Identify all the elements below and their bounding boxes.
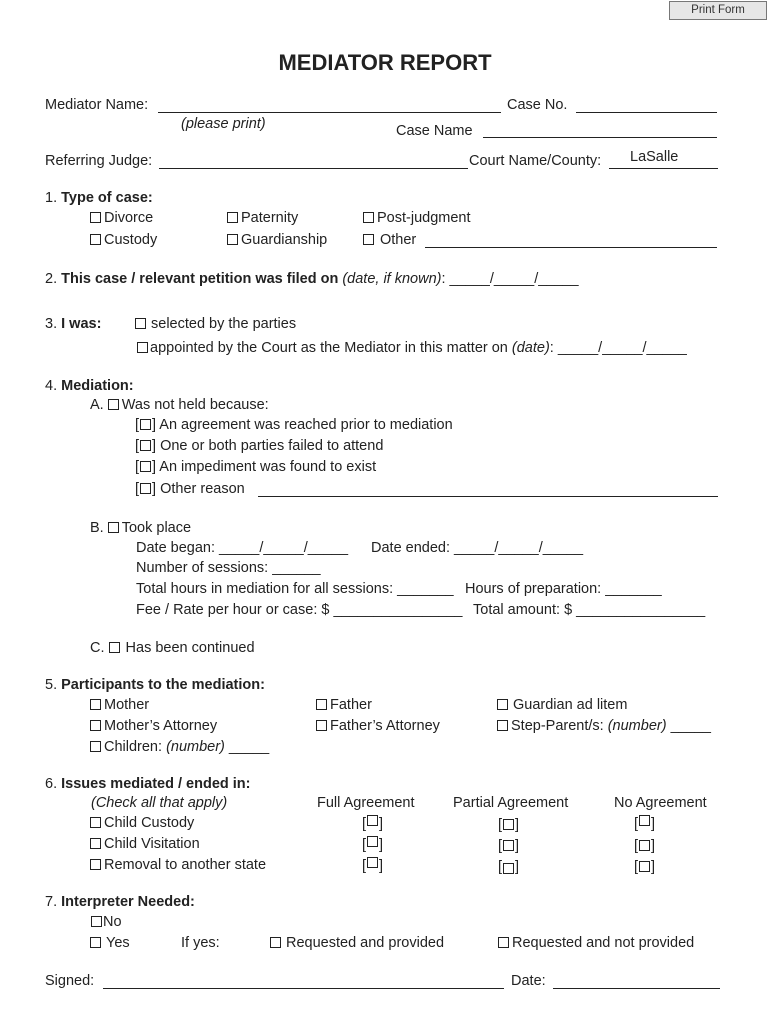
checkbox[interactable]: [367, 815, 378, 826]
date-hint: (date): [511, 340, 550, 356]
date-began-field[interactable]: Date began: _____/_____/_____: [136, 540, 349, 556]
option-label: Custody: [104, 232, 158, 248]
checkbox[interactable]: [90, 838, 101, 849]
removal-none-checkbox[interactable]: [ ]: [634, 859, 656, 875]
section-number: 1.: [45, 190, 58, 206]
checkbox[interactable]: [227, 234, 238, 245]
visitation-full-checkbox[interactable]: [ ]: [362, 837, 384, 853]
check-all-note: (Check all that apply): [91, 795, 228, 811]
requested-provided-option[interactable]: [270, 935, 444, 951]
interpreter-no-option[interactable]: [91, 914, 122, 930]
section-title: Interpreter Needed:: [61, 894, 195, 910]
took-place-option[interactable]: [90, 520, 191, 536]
issue-label: Child Visitation: [104, 836, 200, 852]
checkbox[interactable]: [503, 863, 514, 874]
checkbox[interactable]: [90, 937, 101, 948]
please-print-note: (please print): [181, 116, 266, 132]
appointed-option[interactable]: [137, 340, 687, 356]
print-form-button[interactable]: Print Form: [669, 1, 767, 20]
checkbox[interactable]: [316, 720, 327, 731]
checkbox[interactable]: [109, 642, 120, 653]
fathers-attorney-option[interactable]: [316, 718, 440, 734]
step-parent-count-field[interactable]: _____: [666, 718, 711, 734]
option-label: Other reason: [160, 481, 245, 497]
date-hint: (date, if known): [342, 271, 442, 287]
filed-date-field[interactable]: : _____/_____/_____: [441, 271, 579, 287]
checkbox[interactable]: [90, 817, 101, 828]
section-title: Issues mediated / ended in:: [61, 776, 251, 792]
not-held-option[interactable]: [90, 397, 269, 413]
total-amount-field[interactable]: Total amount: $ ________________: [473, 602, 706, 618]
other-reason-field[interactable]: [258, 496, 718, 497]
other-option[interactable]: [363, 232, 416, 248]
option-label: Took place: [121, 520, 192, 536]
checkbox[interactable]: [639, 815, 650, 826]
checkbox[interactable]: [363, 234, 374, 245]
reason-2-option[interactable]: [ ] One or both parties failed to attend: [135, 438, 384, 454]
checkbox[interactable]: [140, 461, 151, 472]
checkbox[interactable]: [90, 212, 101, 223]
option-label: Paternity: [241, 210, 299, 226]
section-number: 3.: [45, 316, 58, 332]
requested-not-provided-option[interactable]: [498, 935, 694, 951]
guardian-option[interactable]: [497, 697, 627, 713]
option-label: An agreement was reached prior to mediation: [159, 417, 453, 433]
section-number: 7.: [45, 894, 58, 910]
option-label: No: [103, 914, 122, 930]
section-3-heading: [45, 316, 101, 332]
option-label: Requested and not provided: [512, 935, 695, 951]
continued-option[interactable]: [90, 640, 255, 656]
checkbox[interactable]: [316, 699, 327, 710]
issue-label: Child Custody: [104, 815, 195, 831]
interpreter-yes-option[interactable]: [90, 935, 130, 951]
step-parent-option[interactable]: [497, 718, 711, 734]
case-no-label: Case No.: [507, 97, 568, 113]
option-label: Guardianship: [241, 232, 328, 248]
section-title: Type of case:: [61, 190, 153, 206]
checkbox[interactable]: [367, 857, 378, 868]
section-title: Mediation:: [61, 378, 134, 394]
checkbox[interactable]: [140, 440, 151, 451]
checkbox[interactable]: [363, 212, 374, 223]
reason-1-option[interactable]: [ ] An agreement was reached prior to mediation: [135, 417, 453, 433]
option-label: One or both parties failed to attend: [160, 438, 384, 454]
issue-row-visitation[interactable]: [90, 836, 200, 852]
guardianship-option[interactable]: [227, 232, 327, 248]
option-label: selected by the parties: [151, 316, 297, 332]
option-label: Yes: [106, 935, 130, 951]
sessions-field[interactable]: Number of sessions: ______: [136, 560, 321, 576]
checkbox[interactable]: [140, 419, 151, 430]
option-label: Requested and provided: [286, 935, 445, 951]
checkbox[interactable]: [90, 699, 101, 710]
option-label: appointed by the Court as the Mediator in this matter on: [150, 340, 508, 356]
selected-option[interactable]: [135, 316, 296, 332]
section-number: 2.: [45, 271, 58, 287]
post-judgment-option[interactable]: [363, 210, 471, 226]
checkbox[interactable]: [498, 937, 509, 948]
checkbox[interactable]: [367, 836, 378, 847]
custody-partial-checkbox[interactable]: [ ]: [498, 817, 520, 833]
visitation-partial-checkbox[interactable]: [ ]: [498, 838, 520, 854]
case-name-field[interactable]: [483, 137, 717, 138]
removal-full-checkbox[interactable]: [ ]: [362, 858, 384, 874]
option-label: Mother’s Attorney: [104, 718, 218, 734]
date-label: Date:: [511, 973, 546, 989]
item-letter: A.: [90, 397, 104, 413]
section-title: This case / relevant petition was filed on: [61, 271, 339, 287]
option-label: Mother: [104, 697, 150, 713]
signed-label: Signed:: [45, 973, 95, 989]
fee-field[interactable]: Fee / Rate per hour or case: $ ________________: [136, 602, 463, 618]
custody-full-checkbox[interactable]: [ ]: [362, 816, 384, 832]
signature-field[interactable]: [103, 988, 504, 989]
checkbox[interactable]: [503, 840, 514, 851]
checkbox[interactable]: [90, 720, 101, 731]
divorce-option[interactable]: [90, 210, 153, 226]
page-title: MEDIATOR REPORT: [278, 50, 492, 75]
item-letter: B.: [90, 520, 104, 536]
mother-option[interactable]: [90, 697, 149, 713]
mediator-name-label: Mediator Name:: [45, 97, 149, 113]
father-option[interactable]: [316, 697, 372, 713]
checkbox[interactable]: [137, 342, 148, 353]
number-hint: (number): [607, 718, 667, 734]
col-no-agreement: No Agreement: [614, 795, 707, 811]
option-label: Has been continued: [125, 640, 255, 656]
issue-label: Removal to another state: [104, 857, 267, 873]
case-name-label: Case Name: [396, 123, 473, 139]
section-1-heading: [45, 190, 153, 206]
issue-row-removal[interactable]: [90, 857, 266, 873]
section-2-heading: [45, 271, 579, 287]
other-type-field[interactable]: [425, 247, 717, 248]
children-count-field[interactable]: _____: [224, 739, 270, 755]
col-full-agreement: Full Agreement: [317, 795, 415, 811]
removal-partial-checkbox[interactable]: [ ]: [498, 859, 520, 875]
paternity-option[interactable]: [227, 210, 298, 226]
option-label: Post-judgment: [377, 210, 471, 226]
checkbox[interactable]: [639, 861, 650, 872]
checkbox[interactable]: [497, 720, 508, 731]
checkbox[interactable]: [140, 483, 151, 494]
checkbox[interactable]: [108, 399, 119, 410]
checkbox[interactable]: [639, 840, 650, 851]
section-title: I was:: [61, 316, 102, 332]
checkbox[interactable]: [503, 819, 514, 830]
section-4-heading: [45, 378, 134, 394]
if-yes-label: If yes:: [181, 935, 220, 951]
children-option[interactable]: [90, 739, 269, 755]
mothers-attorney-option[interactable]: [90, 718, 217, 734]
option-label: Father’s Attorney: [330, 718, 440, 734]
option-label: An impediment was found to exist: [159, 459, 377, 475]
option-label: Step-Parent/s:: [511, 718, 604, 734]
checkbox[interactable]: [108, 522, 119, 533]
court-county-label: Court Name/County:: [469, 153, 602, 169]
checkbox[interactable]: [270, 937, 281, 948]
checkbox[interactable]: [497, 699, 508, 710]
case-no-field[interactable]: [576, 112, 717, 113]
section-5-heading: [45, 677, 265, 693]
court-county-field[interactable]: [609, 168, 718, 169]
option-label: Father: [330, 697, 372, 713]
section-number: 5.: [45, 677, 58, 693]
visitation-none-checkbox[interactable]: [ ]: [634, 838, 656, 854]
option-label: Other: [380, 232, 417, 248]
custody-none-checkbox[interactable]: [ ]: [634, 816, 656, 832]
total-hours-field[interactable]: Total hours in mediation for all sessions: _______: [136, 581, 454, 597]
section-number: 4.: [45, 378, 58, 394]
option-label: Was not held because:: [121, 397, 269, 413]
custody-option[interactable]: [90, 232, 157, 248]
number-hint: (number): [166, 739, 225, 755]
checkbox[interactable]: [135, 318, 146, 329]
col-partial-agreement: Partial Agreement: [453, 795, 569, 811]
checkbox[interactable]: [90, 859, 101, 870]
date-ended-field[interactable]: Date ended: _____/_____/_____: [371, 540, 584, 556]
checkbox[interactable]: [227, 212, 238, 223]
option-label: Guardian ad litem: [513, 697, 628, 713]
appointed-date-field[interactable]: : _____/_____/_____: [549, 340, 687, 356]
checkbox[interactable]: [90, 234, 101, 245]
issue-row-custody[interactable]: [90, 815, 194, 831]
option-label: Divorce: [104, 210, 154, 226]
court-county-value: LaSalle: [630, 149, 679, 165]
option-label: Children:: [104, 739, 163, 755]
referring-judge-label: Referring Judge:: [45, 153, 153, 169]
reason-3-option[interactable]: [ ] An impediment was found to exist: [135, 459, 377, 475]
section-title: Participants to the mediation:: [61, 677, 265, 693]
checkbox[interactable]: [91, 916, 102, 927]
section-6-heading: [45, 776, 250, 792]
section-7-heading: [45, 894, 195, 910]
item-letter: C.: [90, 640, 105, 656]
mediator-name-field[interactable]: [158, 112, 501, 113]
prep-hours-field[interactable]: Hours of preparation: _______: [465, 581, 662, 597]
checkbox[interactable]: [90, 741, 101, 752]
section-number: 6.: [45, 776, 58, 792]
referring-judge-field[interactable]: [159, 168, 468, 169]
signed-date-field[interactable]: [553, 988, 720, 989]
reason-4-option[interactable]: [ ] Other reason: [135, 481, 245, 497]
